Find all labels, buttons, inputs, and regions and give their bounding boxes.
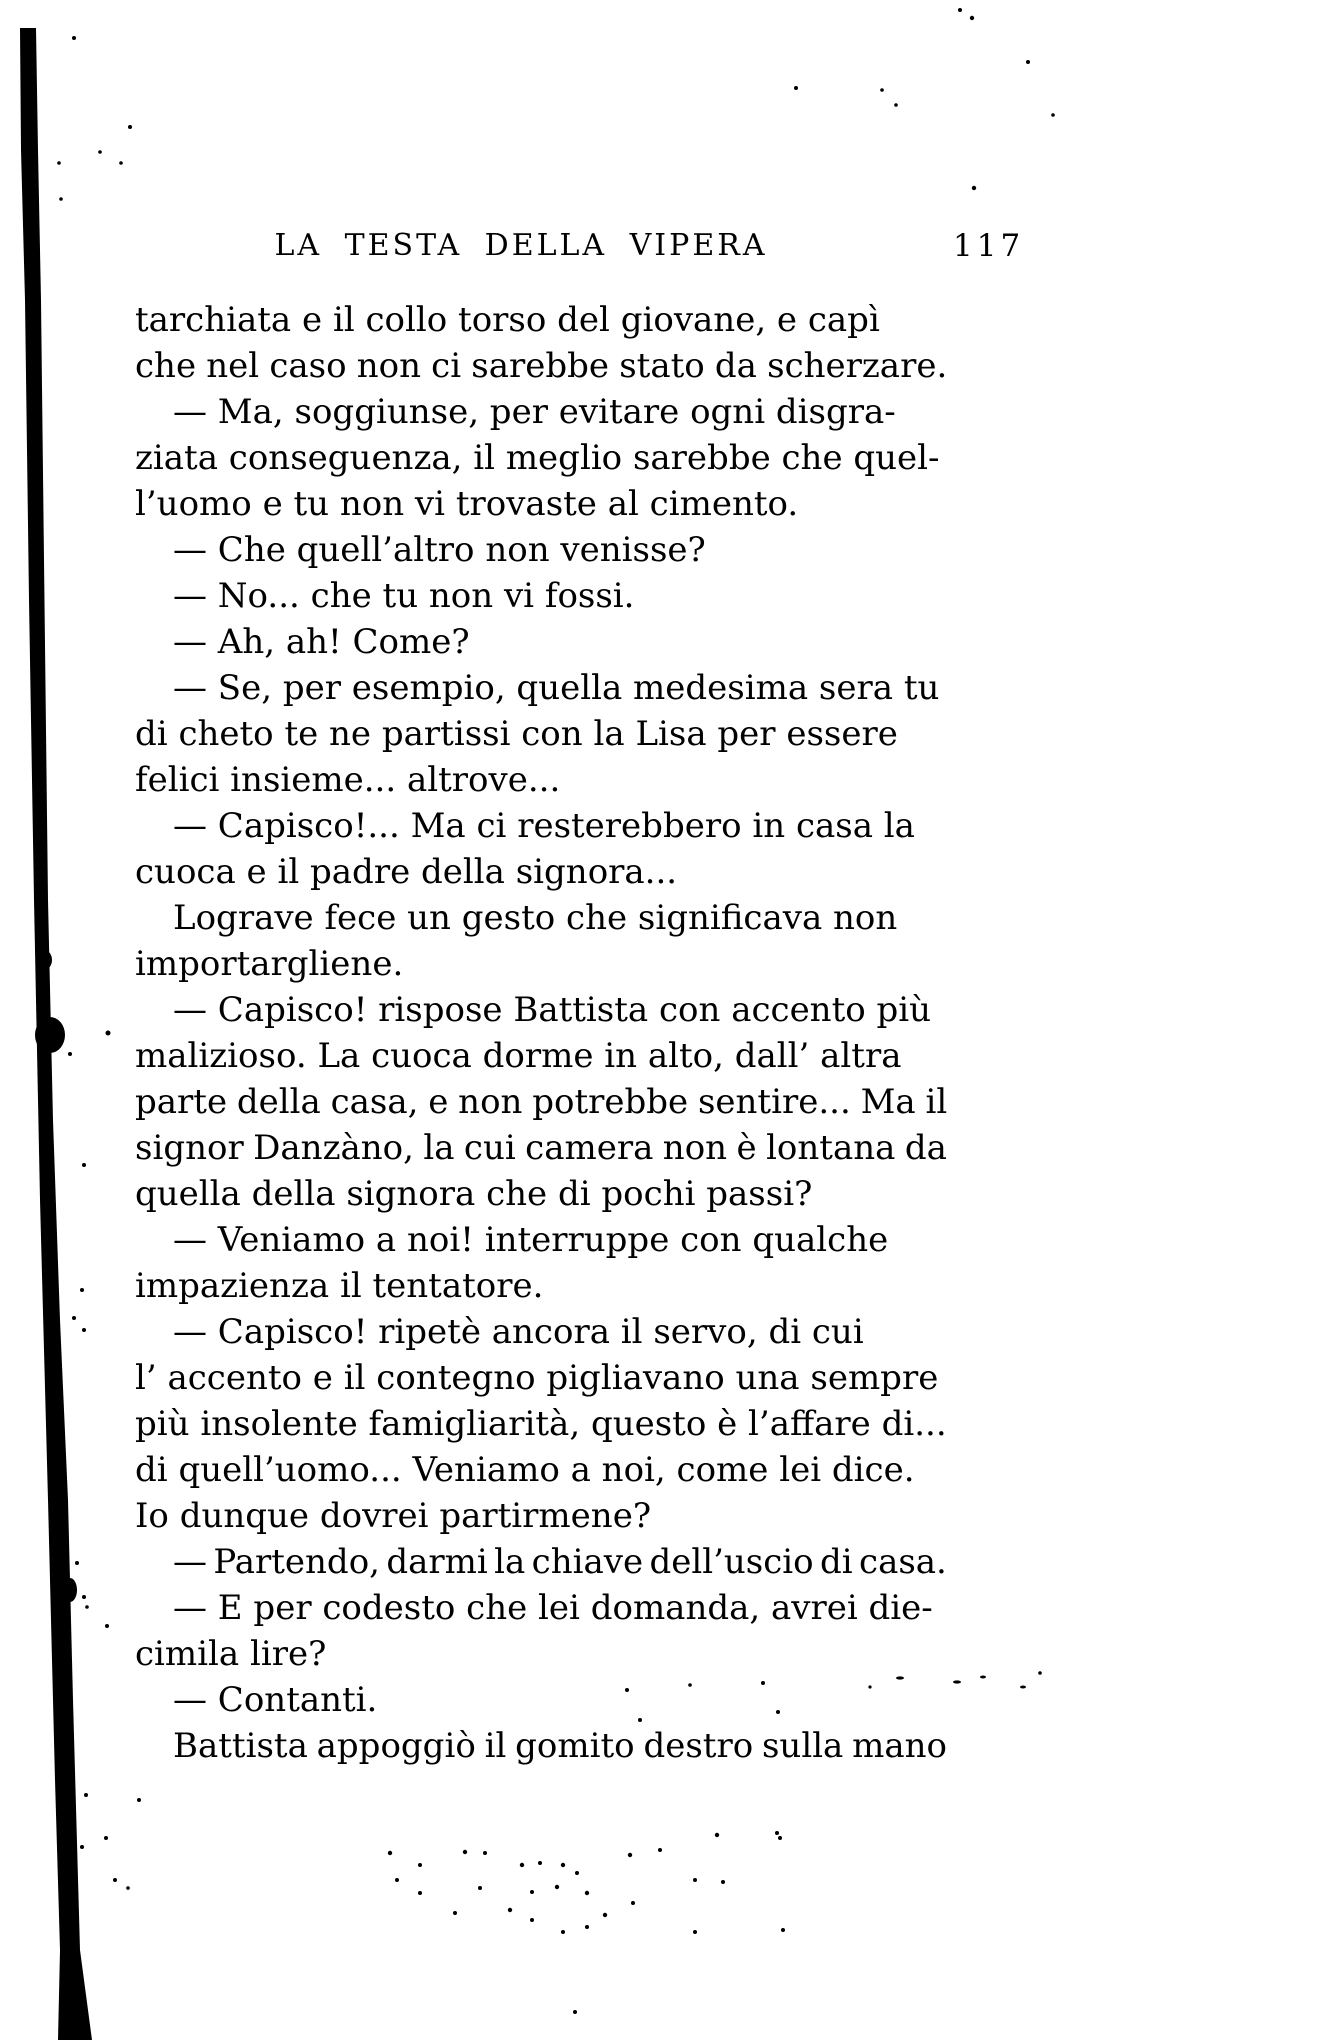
text-line: parte della casa, e non potrebbe sentire... Ma il <box>135 1082 948 1122</box>
text-line: tarchiata e il collo torso del giovane, e capì <box>135 300 880 340</box>
text-line: felici insieme... altrove... <box>135 760 561 800</box>
text-line: — E per codesto che lei domanda, avrei die- <box>173 1588 933 1628</box>
text-line: ziata conseguenza, il meglio sarebbe che quel- <box>135 438 940 478</box>
text-line: — Veniamo a noi! interruppe con qualche <box>173 1220 889 1260</box>
text-line: cimila lire? <box>135 1634 327 1674</box>
text-line: Io dunque dovrei partirmene? <box>135 1496 652 1536</box>
text-line: — Capisco! rispose Battista con accento più <box>173 990 932 1030</box>
running-header-title: LA TESTA DELLA VIPERA <box>274 228 768 263</box>
text-line: — Contanti. <box>173 1680 378 1720</box>
text-line: Battista appoggiò il gomito destro sulla mano <box>173 1726 948 1766</box>
text-line: di cheto te ne partissi con la Lisa per essere <box>135 714 898 754</box>
text-line: — No... che tu non vi fossi. <box>173 576 635 616</box>
text-line: l’ accento e il contegno pigliavano una sempre <box>135 1358 939 1398</box>
text-line: — Ma, soggiunse, per evitare ogni disgra- <box>173 392 896 432</box>
text-line: signor Danzàno, la cui camera non è lontana da <box>135 1128 947 1168</box>
text-line: — Ah, ah! Come? <box>173 622 470 662</box>
text-line: quella della signora che di pochi passi? <box>135 1174 813 1214</box>
body-text <box>135 297 947 1769</box>
text-line: — Se, per esempio, quella medesima sera tu <box>173 668 940 708</box>
text-line: — Capisco!... Ma ci resterebbero in casa la <box>173 806 915 846</box>
page-number: 117 <box>953 228 1025 264</box>
running-header <box>135 228 1025 264</box>
text-line: più insolente famigliarità, questo è l’affare di... <box>135 1404 947 1444</box>
text-line: — Capisco! ripetè ancora il servo, di cui <box>173 1312 864 1352</box>
text-line: — Partendo, darmi la chiave dell’uscio di casa. <box>173 1542 947 1582</box>
text-line: Lograve fece un gesto che significava non <box>173 898 898 938</box>
text-line: cuoca e il padre della signora... <box>135 852 678 892</box>
text-line: di quell’uomo... Veniamo a noi, come lei dice. <box>135 1450 915 1490</box>
text-line: che nel caso non ci sarebbe stato da scherzare. <box>135 346 948 386</box>
text-line: — Che quell’altro non venisse? <box>173 530 706 570</box>
text-line: malizioso. La cuoca dorme in alto, dall’ altra <box>135 1036 902 1076</box>
text-line: impazienza il tentatore. <box>135 1266 544 1306</box>
text-line: l’uomo e tu non vi trovaste al cimento. <box>135 484 799 524</box>
text-line: importargliene. <box>135 944 404 984</box>
